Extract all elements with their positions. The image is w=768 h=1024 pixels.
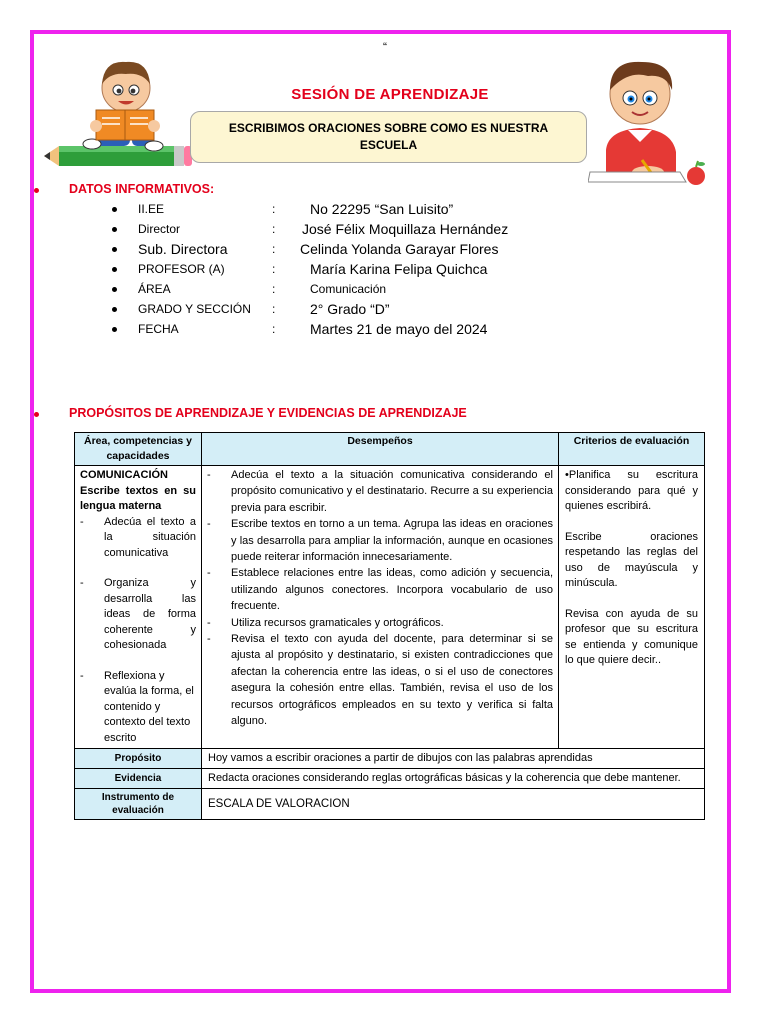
table-row-proposito (75, 749, 705, 769)
criterio-item: Escribe oraciones respetando las reglas del uso de mayúscula y minúscula. (565, 530, 698, 589)
propositos-table (74, 432, 705, 820)
red-bullet-icon (34, 188, 39, 193)
area-title: COMUNICACIÓN (80, 469, 168, 481)
desempenos-cell (202, 466, 559, 749)
info-row-profesor: PROFESOR (A) : María Karina Felipa Quichca (112, 259, 532, 279)
info-row-iiee: II.EE : No 22295 “San Luisito” (112, 199, 532, 219)
instrumento-label: Instrumento de evaluación (75, 789, 202, 820)
bullet-icon (112, 307, 117, 312)
evidencia-value: Redacta oraciones considerando reglas ortográficas básicas y la coherencia que debe mantener. (202, 769, 705, 789)
desempeno-item: - Escribe textos en torno a un tema. Agrupa las ideas en oraciones y las desarrolla para ampliar la información, aunque en ocasiones puede reiterar información innecesariamente. (207, 518, 553, 564)
info-row-grado: GRADO Y SECCIÓN : 2° Grado “D” (112, 299, 532, 319)
bullet-icon (112, 327, 117, 332)
datos-informativos-heading: DATOS INFORMATIVOS: (34, 182, 214, 196)
desempeno-item: - Revisa el texto con ayuda del docente, para determinar si se ajusta al propósito y destinatario, si existen contradicciones que afectan la coherencia entre las ideas, o si el uso de conectores asegura la cohesión entre ellas. También, revisa el uso de los recursos ortográficos empleados en su texto y verifica si falta alguno. (207, 633, 553, 728)
propositos-heading: PROPÓSITOS DE APRENDIZAJE Y EVIDENCIAS DE APRENDIZAJE (34, 406, 467, 420)
bullet-icon (112, 267, 117, 272)
capacidad-item: - Reflexiona y evalúa la forma, el contenido y contexto del texto escrito (80, 669, 194, 744)
desempeno-item: - Utiliza recursos gramaticales y ortográficos. (207, 616, 444, 629)
competencia-text: Escribe textos en su lengua materna (80, 484, 196, 512)
evidencia-label: Evidencia (75, 769, 202, 789)
header-criterios: Criterios de evaluación (559, 433, 705, 466)
table-header-row (75, 433, 705, 466)
table-row-instrumento (75, 789, 705, 820)
info-row-subdirectora: Sub. Directora : Celinda Yolanda Garayar Flores (112, 239, 532, 259)
bullet-icon (112, 287, 117, 292)
header-desempenos: Desempeños (202, 433, 559, 466)
banner-text: ESCRIBIMOS ORACIONES SOBRE COMO ES NUESTRA ESCUELA (228, 121, 549, 152)
capacidad-item: - Adecúa el texto a la situación comunicativa (80, 515, 196, 559)
page-title: SESIÓN DE APRENDIZAJE (291, 86, 489, 103)
info-row-director: Director : José Félix Moquillaza Hernández (112, 219, 532, 239)
criterios-cell (559, 466, 705, 749)
bullet-icon (112, 247, 117, 252)
quote-mark: “ (383, 40, 387, 54)
desempeno-item: - Establece relaciones entre las ideas, como adición y secuencia, utilizando algunos conectores. Incorpora vocabulario de uso frecuente. (207, 567, 553, 613)
area-cell (75, 466, 202, 749)
capacidad-item: - Organiza y desarrolla las ideas de forma coherente y cohesionada (80, 577, 196, 651)
info-row-fecha: FECHA : Martes 21 de mayo del 2024 (112, 319, 532, 339)
bullet-icon (112, 227, 117, 232)
desempeno-item: - Adecúa el texto a la situación comunicativa considerando el propósito comunicativo y el destinatario. Recurre a su experiencia previa para escribir. (207, 469, 553, 514)
bullet-icon (112, 207, 117, 212)
instrumento-value: ESCALA DE VALORACION (202, 789, 705, 820)
red-bullet-icon (34, 412, 39, 417)
child-reading-pencil-illustration (44, 52, 194, 177)
table-row-evidencia (75, 769, 705, 789)
info-row-area: ÁREA : Comunicación (112, 279, 532, 299)
proposito-label: Propósito (75, 749, 202, 769)
datos-informativos-list (112, 199, 532, 339)
criterio-item: •Planifica su escritura considerando para qué y quienes escribirá. (565, 469, 698, 512)
table-row-competencias (75, 466, 705, 749)
criterio-item: Revisa con ayuda de su profesor que su escritura se entienda y comunique lo que quiere decir.. (565, 607, 698, 666)
proposito-value: Hoy vamos a escribir oraciones a partir de dibujos con las palabras aprendidas (202, 749, 705, 769)
session-title-banner (190, 111, 587, 163)
header-area: Área, competencias y capacidades (75, 433, 202, 466)
child-writing-illustration (588, 56, 713, 188)
